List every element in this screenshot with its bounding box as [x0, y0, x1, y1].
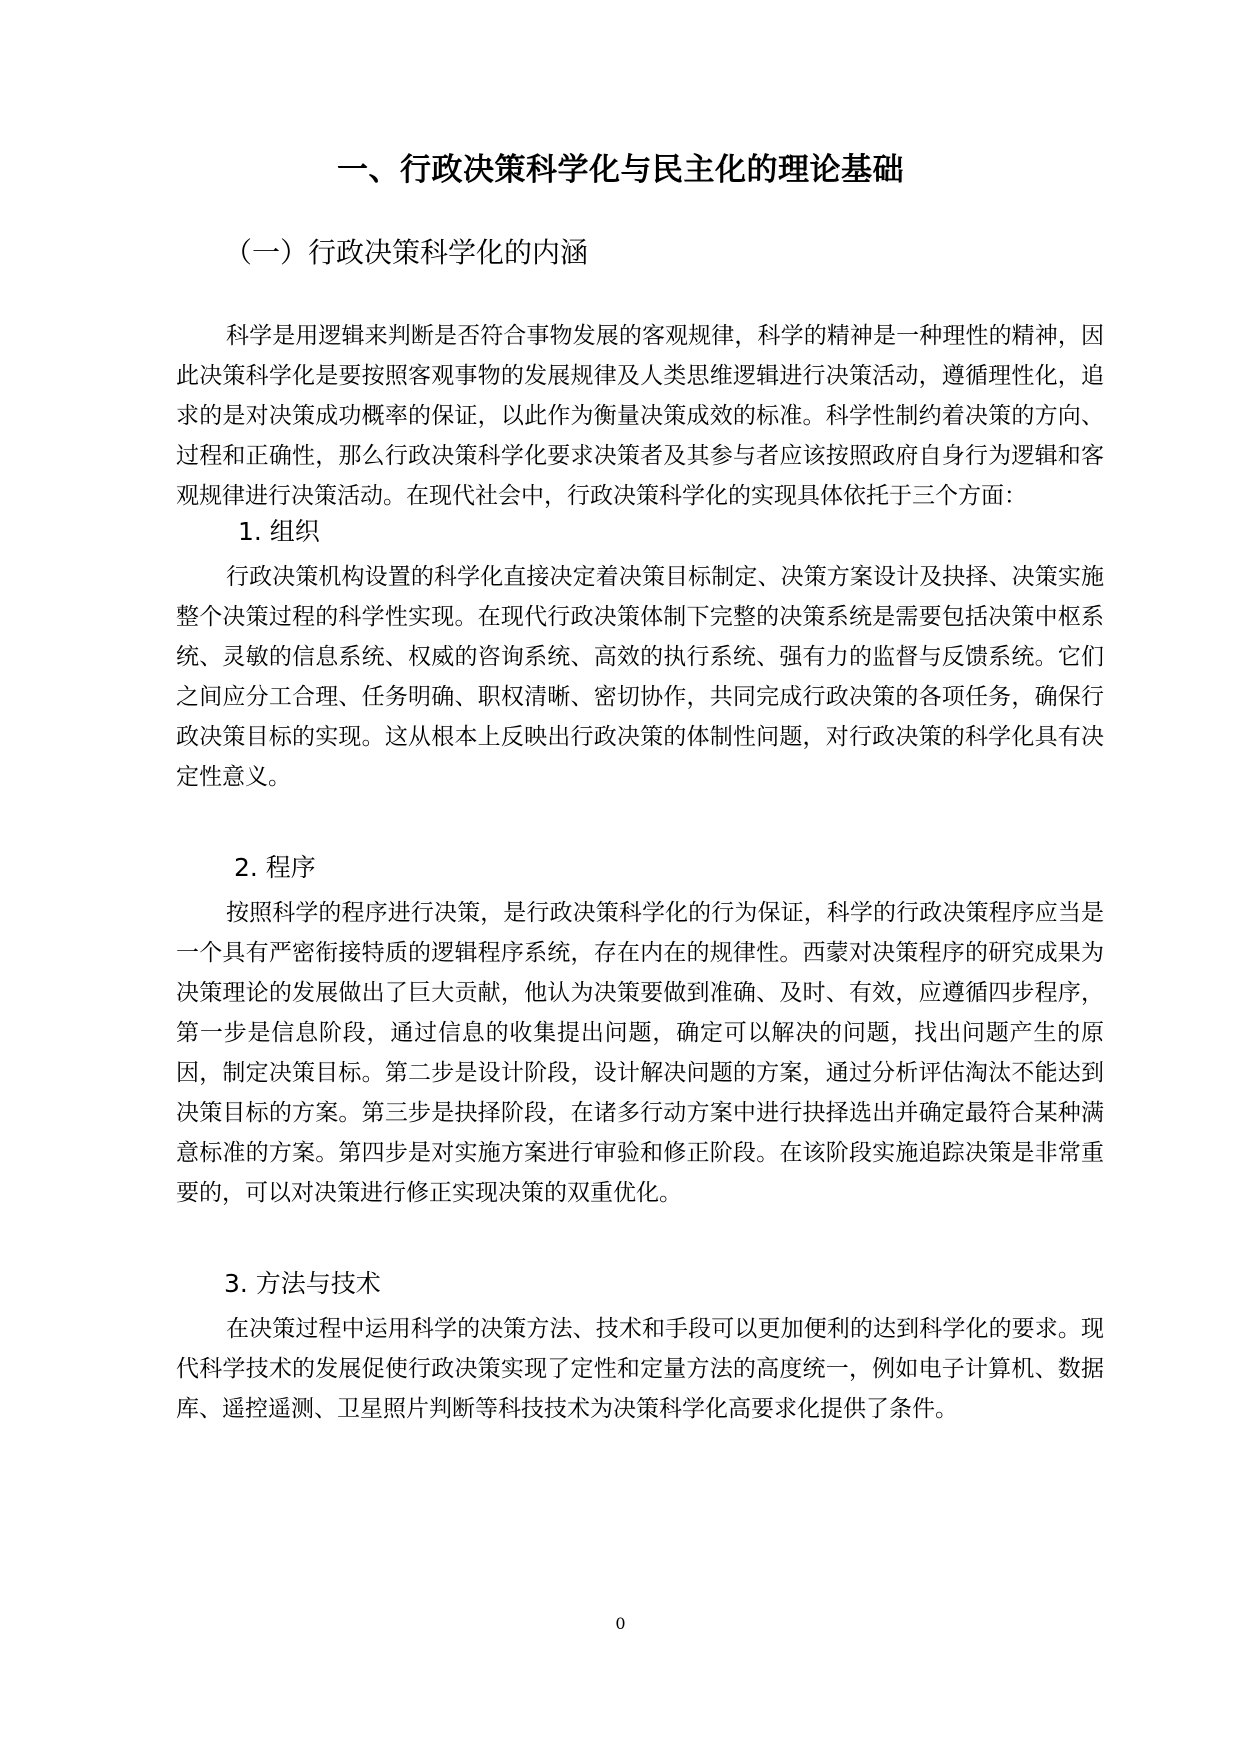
subsection-heading-organization: 1. 组织 [238, 517, 320, 546]
intro-paragraph: 科学是用逻辑来判断是否符合事物发展的客观规律，科学的精神是一种理性的精神，因此决策科学化是要按照客观事物的发展规律及人类思维逻辑进行决策活动，遵循理性化，追求的是对决策成功概率的保证，以此作为衡量决策成效的标准。科学性制约着决策的方向、过程和正确性，那么行政决策科学化要求决策者及其参与者应该按照政府自身行为逻辑和客观规律进行决策活动。在现代社会中，行政决策科学化的实现具体依托于三个方面： [176, 323, 1104, 509]
page-title: 一、行政决策科学化与民主化的理论基础 [337, 152, 904, 188]
page-number: 0 [615, 1614, 626, 1633]
subsection-paragraph-procedure: 按照科学的程序进行决策，是行政决策科学化的行为保证，科学的行政决策程序应当是一个具有严密衔接特质的逻辑程序系统，存在内在的规律性。西蒙对决策程序的研究成果为决策理论的发展做出了巨大贡献，他认为决策要做到准确、及时、有效，应遵循四步程序，第一步是信息阶段，通过信息的收集提出问题，确定可以解决的问题，找出问题产生的原因，制定决策目标。第二步是设计阶段，设计解决问题的方案，通过分析评估淘汰不能达到决策目标的方案。第三步是抉择阶段，在诸多行动方案中进行抉择选出并确定最符合某种满意标准的方案。第四步是对实施方案进行审验和修正阶段。在该阶段实施追踪决策是非常重要的，可以对决策进行修正实现决策的双重优化。 [176, 900, 1104, 1206]
subsection-paragraph-methods: 在决策过程中运用科学的决策方法、技术和手段可以更加便利的达到科学化的要求。现代科学技术的发展促使行政决策实现了定性和定量方法的高度统一，例如电子计算机、数据库、遥控遥测、卫星照片判断等科技技术为决策科学化高要求化提供了条件。 [176, 1316, 1104, 1422]
subsection-heading-methods: 3. 方法与技术 [224, 1269, 381, 1298]
section-heading: （一）行政决策科学化的内涵 [224, 236, 589, 269]
subsection-heading-procedure: 2. 程序 [234, 853, 316, 882]
subsection-paragraph-organization: 行政决策机构设置的科学化直接决定着决策目标制定、决策方案设计及抉择、决策实施整个决策过程的科学性实现。在现代行政决策体制下完整的决策系统是需要包括决策中枢系统、灵敏的信息系统、权威的咨询系统、高效的执行系统、强有力的监督与反馈系统。它们之间应分工合理、任务明确、职权清晰、密切协作，共同完成行政决策的各项任务，确保行政决策目标的实现。这从根本上反映出行政决策的体制性问题，对行政决策的科学化具有决定性意义。 [176, 564, 1104, 790]
